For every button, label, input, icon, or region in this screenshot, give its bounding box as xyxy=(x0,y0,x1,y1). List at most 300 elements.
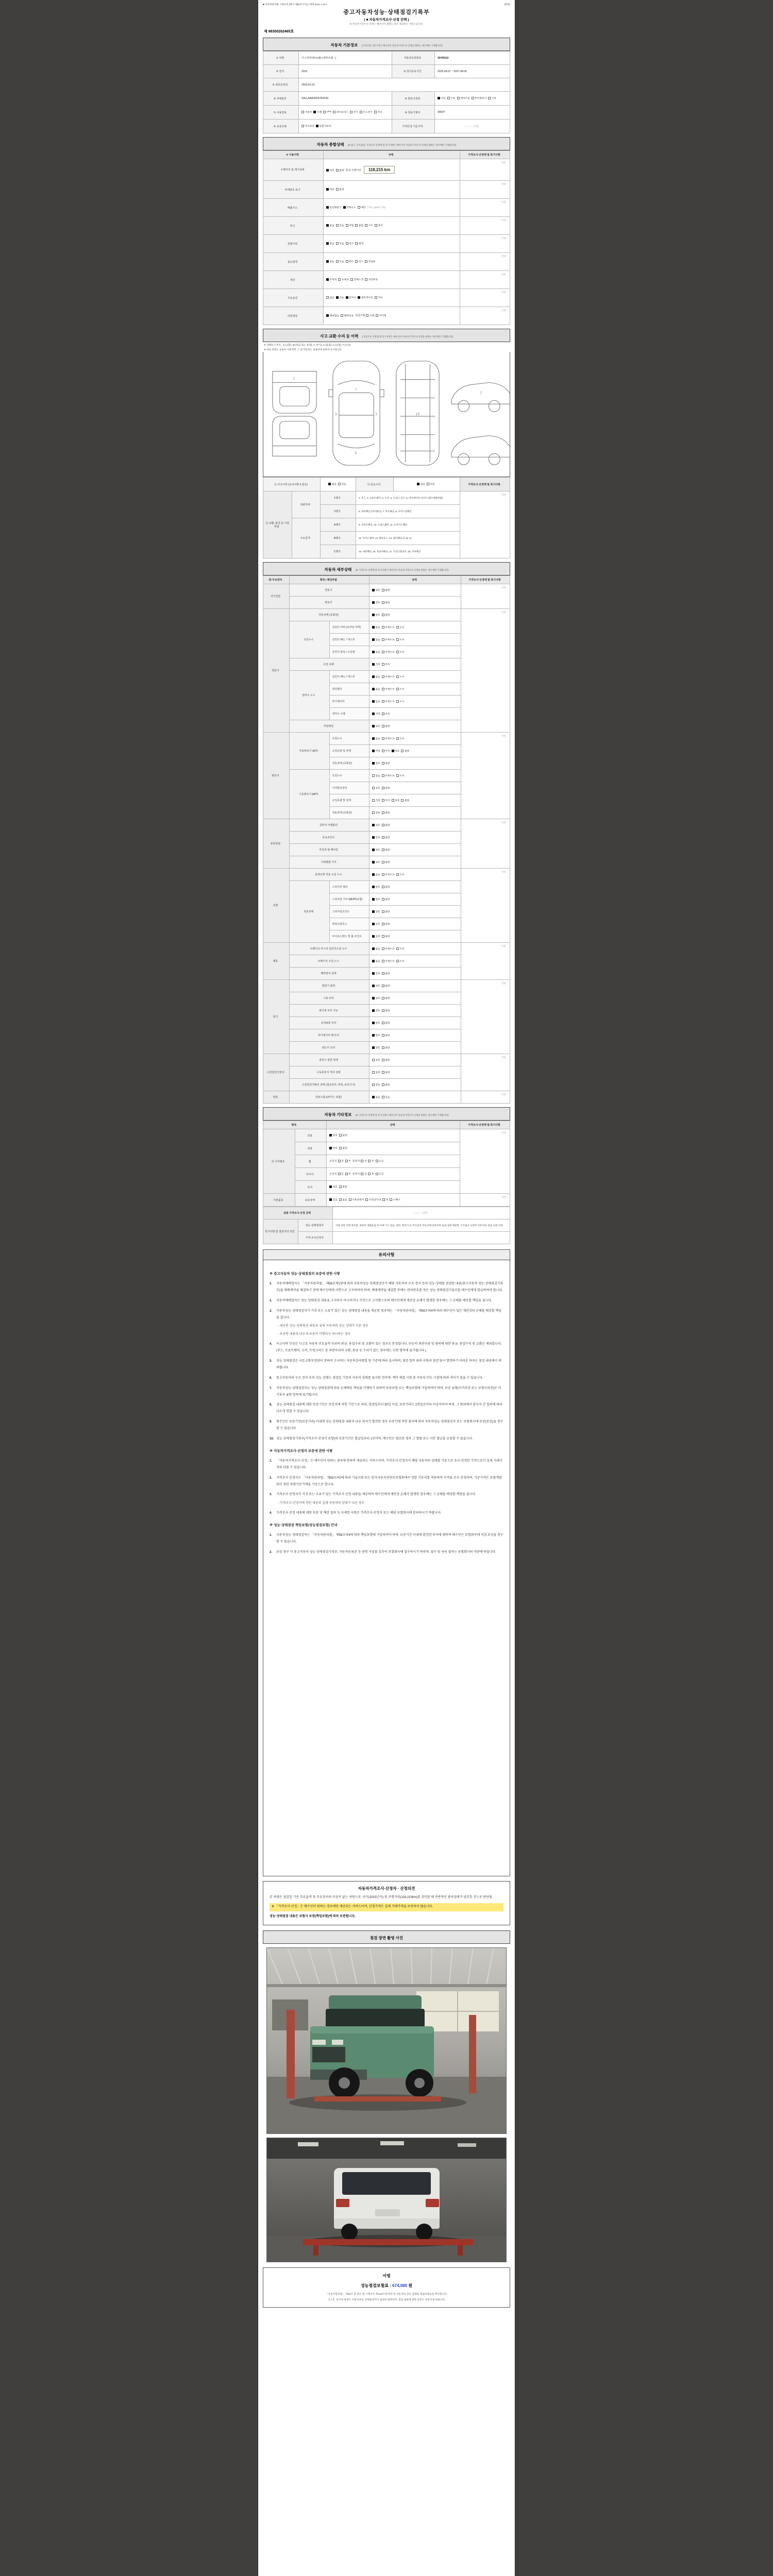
checkbox-렌트[interactable] xyxy=(346,260,354,263)
checkbox-불량[interactable] xyxy=(401,799,409,802)
checkbox-불량[interactable] xyxy=(382,848,390,852)
notice-part2-list xyxy=(270,1458,503,1517)
table-row xyxy=(263,106,510,120)
checkbox-불량[interactable] xyxy=(382,588,390,592)
checkbox-전[interactable] xyxy=(338,1172,344,1176)
cell-text: 가격조사·산정액 및 특기사항 xyxy=(468,154,500,157)
checkbox-group xyxy=(376,1173,385,1176)
checkbox-없음[interactable] xyxy=(326,296,334,299)
checkbox-무채색[interactable] xyxy=(326,278,337,281)
checkbox-label: 불량 xyxy=(342,1147,347,1150)
table-cell xyxy=(263,78,299,92)
checkbox-없음[interactable] xyxy=(417,482,425,486)
checkbox-양호[interactable] xyxy=(326,188,334,191)
table-cell xyxy=(369,658,461,671)
checkbox-색상변경[interactable] xyxy=(365,278,378,281)
checkbox-기타[interactable] xyxy=(375,296,383,299)
checkbox-불량[interactable] xyxy=(382,1009,390,1012)
checkbox-미세누유[interactable] xyxy=(382,947,395,951)
table-cell xyxy=(324,159,460,181)
checkbox-label: 이행 xyxy=(369,315,375,317)
checkbox-불량[interactable] xyxy=(382,1071,390,1074)
checkbox-없음[interactable] xyxy=(372,675,380,679)
checkbox-미세누유[interactable] xyxy=(382,737,395,740)
checkbox-일산화탄소[interactable] xyxy=(326,206,342,209)
checkbox-응급[interactable] xyxy=(376,1159,384,1163)
table-cell xyxy=(290,658,369,671)
checkbox-있음[interactable] xyxy=(336,242,344,245)
checkbox-label: 없음 xyxy=(342,1199,347,1201)
checkbox-양호[interactable] xyxy=(329,1133,338,1137)
checkbox-양호[interactable] xyxy=(372,1009,380,1012)
svg-text:3: 3 xyxy=(334,412,337,416)
checkbox-장치[interactable] xyxy=(375,224,383,227)
checkbox-box-icon xyxy=(301,125,304,127)
checkbox-불량[interactable] xyxy=(382,984,390,988)
checkbox-미세누수[interactable] xyxy=(382,675,395,679)
checkbox-group xyxy=(361,1173,375,1176)
checkbox-사용설명서[interactable] xyxy=(349,1198,364,1201)
checkbox-group xyxy=(346,242,365,245)
checkbox-적정[interactable] xyxy=(372,749,380,753)
checkbox-이행[interactable] xyxy=(366,314,374,317)
checkbox-양호[interactable] xyxy=(372,1033,380,1037)
table-cell xyxy=(295,1168,327,1181)
checkbox-있음[interactable] xyxy=(336,260,344,263)
checkbox-불량[interactable] xyxy=(382,885,390,889)
table-cell xyxy=(321,532,356,545)
checkbox-있음[interactable] xyxy=(427,482,435,486)
checkbox-양호[interactable] xyxy=(372,1083,380,1087)
checkbox-box-icon xyxy=(382,725,384,727)
checkbox-box-icon xyxy=(361,1160,363,1162)
checkbox-불량[interactable] xyxy=(336,188,344,191)
note-number: 10. xyxy=(270,1437,274,1440)
table-cell xyxy=(290,1066,369,1079)
checkbox-양호[interactable] xyxy=(372,910,380,913)
notice-section xyxy=(263,1249,510,1876)
checkbox-썬루프[interactable] xyxy=(346,296,356,299)
cell-text: 작동상태 xyxy=(304,910,314,913)
law-reference-note: ■ 자동차관리법 시행규칙 [별지 제82호서식] <개정 2021.1.19.> xyxy=(263,3,328,6)
cell-text: 커먼레일 xyxy=(323,725,334,728)
checkbox-box-icon xyxy=(372,849,375,851)
checkbox-기타[interactable] xyxy=(488,96,496,100)
checkbox-전기[interactable] xyxy=(350,110,358,114)
checkbox-있음[interactable] xyxy=(329,1198,338,1201)
checkbox-침수[interactable] xyxy=(346,242,354,245)
cell-text: 색상 xyxy=(290,278,295,282)
checkbox-없음[interactable] xyxy=(372,700,380,703)
checkbox-불량[interactable] xyxy=(339,1146,347,1150)
checkbox-label: 양호 xyxy=(375,910,380,913)
checkbox-부족[interactable] xyxy=(382,749,390,753)
checkbox-box-icon xyxy=(336,242,339,245)
note-subitem: - 제공한 성능·상태점검 내용과 실제 자동차의 성능·상태가 다른 경우 xyxy=(278,1325,368,1328)
note-number: 9. xyxy=(270,1420,273,1424)
table-cell xyxy=(290,943,369,955)
checkbox-box-icon xyxy=(326,314,329,317)
checkbox-불법[interactable] xyxy=(355,224,363,227)
checkbox-불량[interactable] xyxy=(382,910,390,913)
table-cell xyxy=(369,576,461,584)
table-cell xyxy=(290,992,369,1005)
checkbox-영업용[interactable] xyxy=(365,260,375,263)
checkbox-box-icon xyxy=(326,206,329,209)
checkbox-box-icon xyxy=(372,1059,375,1061)
checkbox-양호[interactable] xyxy=(329,1146,338,1150)
checkbox-label: 리스 xyxy=(358,261,364,263)
checkbox-box-icon xyxy=(338,1173,341,1175)
checkbox-label: 디젤 xyxy=(316,111,322,114)
checkbox-불량[interactable] xyxy=(382,836,390,839)
checkbox-후[interactable] xyxy=(345,1172,351,1176)
checkbox-후[interactable] xyxy=(368,1159,374,1163)
checkbox-불량[interactable] xyxy=(336,168,344,172)
checkbox-label: 스패너 xyxy=(393,1199,400,1201)
notice-title: 유의사항 xyxy=(263,1250,510,1260)
checkbox-후[interactable] xyxy=(368,1172,374,1176)
cell-text: 만원 xyxy=(501,1196,506,1198)
cell-text: 45버6010 xyxy=(438,57,449,60)
checkbox-양호[interactable] xyxy=(372,724,380,728)
checkbox-누유[interactable] xyxy=(396,625,405,629)
checkbox-양호[interactable] xyxy=(372,601,380,604)
checkbox-양호[interactable] xyxy=(372,848,380,852)
checkbox-불량[interactable] xyxy=(382,601,390,604)
table-cell xyxy=(299,92,392,106)
checkbox-양호[interactable] xyxy=(372,836,380,839)
checkbox-후[interactable] xyxy=(345,1159,351,1163)
checkbox-양호[interactable] xyxy=(392,799,400,802)
checkbox-양호[interactable] xyxy=(372,935,380,938)
checkbox-있음[interactable] xyxy=(382,1095,390,1099)
checkbox-기타[interactable] xyxy=(374,110,382,114)
checkbox-전[interactable] xyxy=(361,1172,366,1176)
checkbox-box-icon xyxy=(372,836,375,839)
checkbox-미세누유[interactable] xyxy=(382,650,395,654)
note-item xyxy=(270,1419,503,1432)
checkbox-화재[interactable] xyxy=(355,242,363,245)
checkbox-불량[interactable] xyxy=(382,972,390,975)
checkbox-미세누유[interactable] xyxy=(382,638,395,641)
checkbox-전체도색[interactable] xyxy=(350,278,363,281)
table-cell xyxy=(263,1091,290,1104)
checkbox-불량[interactable] xyxy=(382,935,390,938)
checkbox-없음[interactable] xyxy=(372,774,380,777)
note-number: 2. xyxy=(270,1299,273,1302)
checkbox-양호[interactable] xyxy=(372,972,380,975)
checkbox-수동[interactable] xyxy=(447,96,456,100)
checkbox-label: 전 xyxy=(364,1160,367,1163)
checkbox-없음[interactable] xyxy=(326,224,334,227)
checkbox-양호[interactable] xyxy=(372,885,380,889)
checkbox-불량[interactable] xyxy=(382,613,390,617)
cell-text: 만원 xyxy=(501,945,506,947)
checkbox-부족[interactable] xyxy=(382,799,390,802)
table-cell xyxy=(263,609,290,733)
table-cell xyxy=(329,634,369,646)
table-cell xyxy=(329,918,369,930)
checkbox-label: 양호 xyxy=(375,1034,380,1037)
checkbox-누유[interactable] xyxy=(396,873,405,876)
checkbox-label: 없음 xyxy=(329,261,334,263)
checkbox-수소전기[interactable] xyxy=(360,110,373,114)
checkbox-불량[interactable] xyxy=(382,996,390,1000)
checkbox-누수[interactable] xyxy=(396,675,405,679)
checkbox-label: 양호 xyxy=(375,725,380,728)
checkbox-미세누수[interactable] xyxy=(382,700,395,703)
table-cell xyxy=(329,782,369,794)
checkbox-없음[interactable] xyxy=(372,737,380,740)
checkbox-label: 불량 xyxy=(385,762,390,765)
checkbox-label: 불량 xyxy=(385,1059,390,1062)
cell-text: 고전원전기배선 상태 (접속단자, 피복, 보호기구) xyxy=(301,1083,356,1087)
checkbox-불량[interactable] xyxy=(382,823,390,827)
checkbox-box-icon xyxy=(396,774,399,777)
table-cell xyxy=(263,1129,295,1194)
checkbox-구조[interactable] xyxy=(365,224,373,227)
checkbox-없음[interactable] xyxy=(326,260,334,263)
checkbox-양호[interactable] xyxy=(372,1021,380,1025)
checkbox-없음[interactable] xyxy=(326,242,334,245)
checkbox-자가보증[interactable] xyxy=(301,124,314,128)
checkbox-미세누유[interactable] xyxy=(382,959,395,963)
checkbox-미세누유[interactable] xyxy=(382,625,395,629)
checkbox-자동[interactable] xyxy=(438,96,446,100)
checkbox-label: 불량 xyxy=(385,898,390,901)
checkbox-label: 누유 xyxy=(399,873,405,876)
checkbox-양호[interactable] xyxy=(326,168,334,172)
checkbox-매연[interactable] xyxy=(358,206,366,209)
checkbox-label: 부족 xyxy=(385,799,390,802)
checkbox-양호[interactable] xyxy=(372,1046,380,1049)
document-top-row xyxy=(263,3,510,6)
checkbox-디젤[interactable] xyxy=(313,110,322,114)
checkbox-box-icon xyxy=(382,886,384,888)
checkbox-응급[interactable] xyxy=(376,1172,384,1176)
section-title: 점검 장면 촬영 사진 xyxy=(369,1936,404,1941)
checkbox-불량[interactable] xyxy=(382,724,390,728)
checkbox-group xyxy=(372,947,406,951)
note-number: 4. xyxy=(270,1343,273,1346)
checkbox-양호[interactable] xyxy=(372,922,380,926)
checkbox-양호[interactable] xyxy=(392,749,400,753)
checkbox-미세누유[interactable] xyxy=(382,774,395,777)
checkbox-없음[interactable] xyxy=(339,1198,347,1201)
checkbox-불량[interactable] xyxy=(382,1046,390,1049)
checkbox-LPG[interactable] xyxy=(323,111,331,113)
checkbox-양호[interactable] xyxy=(372,786,380,790)
table-cell xyxy=(290,1017,369,1029)
checkbox-누수[interactable] xyxy=(396,687,405,691)
table-cell xyxy=(329,708,369,720)
checkbox-없음[interactable] xyxy=(372,1095,380,1099)
checkbox-불량[interactable] xyxy=(382,761,390,765)
table-cell xyxy=(298,1219,333,1232)
checkbox-보험사보증[interactable] xyxy=(316,124,331,128)
note-text: 자동차매매업자는 성능·상태점검 내용을 고지하지 아니하거나 거짓으로 고지함으로써 매수인에게 재산상 손해가 발생한 경우에는 그 손해를 배상할 책임을 집니다. xyxy=(276,1299,492,1302)
checkbox-불량[interactable] xyxy=(382,897,390,901)
checkbox-적정[interactable] xyxy=(372,663,380,666)
checkbox-box-icon xyxy=(368,1173,371,1175)
checkbox-탄화수소[interactable] xyxy=(343,206,356,209)
table-cell xyxy=(392,65,435,78)
cell-text: 운전석 xyxy=(329,1160,337,1163)
checkbox-적정[interactable] xyxy=(372,712,380,716)
checkbox-있음[interactable] xyxy=(338,482,346,486)
checkbox-없음[interactable] xyxy=(328,482,337,486)
checkbox-있음[interactable] xyxy=(336,296,344,299)
checkbox-양호[interactable] xyxy=(372,1071,380,1074)
checkbox-없음[interactable] xyxy=(372,650,380,654)
checkbox-해당있음[interactable] xyxy=(341,314,354,317)
checkbox-누유[interactable] xyxy=(396,947,405,951)
table-cell xyxy=(290,1029,369,1042)
checkbox-없음[interactable] xyxy=(372,625,380,629)
checkbox-불량[interactable] xyxy=(382,1033,390,1037)
checkbox-누유[interactable] xyxy=(396,737,405,740)
table-cell xyxy=(369,906,461,918)
cell-text: 118,215 km xyxy=(364,166,395,174)
checkbox-불량[interactable] xyxy=(401,749,409,753)
checkbox-양호[interactable] xyxy=(372,761,380,765)
checkbox-불량[interactable] xyxy=(382,1058,390,1062)
cell-text: 6. 쿼터패널 (리어펜더), 7. 루프패널, 8. 사이드실패널 xyxy=(359,510,412,513)
checkbox-없음[interactable] xyxy=(372,638,380,641)
checkbox-미세누수[interactable] xyxy=(382,687,395,691)
table-cell xyxy=(460,235,510,253)
table-cell xyxy=(460,217,510,235)
note-item xyxy=(270,1385,503,1399)
cell-text: 디스커버리4 3.0D (세부모델 : ) xyxy=(301,57,337,60)
checkbox-없음[interactable] xyxy=(372,873,380,876)
checkbox-group xyxy=(372,849,392,852)
checkbox-해당없음[interactable] xyxy=(326,314,339,317)
table-row xyxy=(263,199,510,217)
checkbox-group xyxy=(326,260,346,263)
cell-text: 만원 xyxy=(501,255,506,258)
checkbox-group xyxy=(372,638,406,641)
table-cell xyxy=(263,307,324,325)
checkbox-적법[interactable] xyxy=(346,224,354,227)
table-cell xyxy=(263,478,321,492)
note-text: 「자동차가격조사·산정」은 매수인이 원하는 경우에 한하여 제공되는 서비스이며, 가격조사·산정자가 해당 자동차의 상태를 기준으로 조사·산정한 가격으로서 실제 거래가격과 다를 수 있습니다. xyxy=(276,1459,502,1469)
checkbox-group xyxy=(326,206,367,209)
section-detail-condition xyxy=(263,562,510,1104)
table-cell xyxy=(329,881,369,893)
table-cell xyxy=(324,151,460,159)
note-number: 4. xyxy=(270,1512,273,1515)
checkbox-안전삼각대[interactable] xyxy=(365,1198,381,1201)
checkbox-양호[interactable] xyxy=(372,811,380,815)
table-cell xyxy=(321,478,356,492)
checkbox-불량[interactable] xyxy=(382,860,390,864)
table-cell xyxy=(461,733,510,819)
checkbox-불량[interactable] xyxy=(339,1185,347,1189)
checkbox-양호[interactable] xyxy=(372,897,380,901)
checkbox-label: 불법 xyxy=(358,225,364,227)
checkbox-group xyxy=(376,1160,385,1163)
checkbox-부족[interactable] xyxy=(382,712,390,716)
checkbox-불량[interactable] xyxy=(382,811,390,815)
note-text: 사고이력 인정은 사고로 자동차 주요골격 부위의 판금, 용접수리 및 교환이 있는 경우로 한정합니다. 단순히 외판부위 및 범퍼에 대한 판금, 용접수리 및 교환은 제외합니다. (후드, 프론트펜더, 도어, 트렁크리드 등 외판부위의 교환, 판금 등 수리가 있는 경우에는 ⑬번 항목에 표기됩니다.) xyxy=(276,1343,502,1353)
checkbox-있음[interactable] xyxy=(336,224,344,227)
checkbox-label: 불량 xyxy=(385,824,390,827)
checkbox-양호[interactable] xyxy=(372,588,380,592)
checkbox-잭[interactable] xyxy=(382,1198,388,1201)
checkbox-양호[interactable] xyxy=(372,860,380,864)
checkbox-group xyxy=(372,737,406,740)
checkbox-양호[interactable] xyxy=(329,1185,338,1189)
checkbox-양호[interactable] xyxy=(372,1058,380,1062)
table-row xyxy=(263,492,510,505)
checkbox-적정[interactable] xyxy=(372,799,380,802)
checkbox-양호[interactable] xyxy=(372,996,380,1000)
checkbox-없음[interactable] xyxy=(372,947,380,951)
checkbox-세미오토[interactable] xyxy=(457,96,470,100)
table-cell xyxy=(329,930,369,943)
checkbox-group xyxy=(338,1160,352,1163)
checkbox-없음[interactable] xyxy=(372,687,380,691)
checkbox-group xyxy=(329,1198,349,1201)
checkbox-불량[interactable] xyxy=(382,922,390,926)
cell-text: 차대번호 표기 xyxy=(284,188,300,192)
cell-text: 실린더 블록 / 오일팬 xyxy=(332,651,355,654)
checkbox-label: 양호 xyxy=(375,861,380,864)
checkbox-불량[interactable] xyxy=(382,1083,390,1087)
checkbox-무단변속기[interactable] xyxy=(472,96,487,100)
table-cell xyxy=(295,1181,327,1194)
checkbox-box-icon xyxy=(382,960,384,962)
checkbox-누유[interactable] xyxy=(396,959,405,963)
checkbox-전[interactable] xyxy=(361,1159,366,1163)
cell-text: ⑤ 차대번호 xyxy=(273,97,287,100)
checkbox-미세누유[interactable] xyxy=(382,873,395,876)
checkbox-box-icon xyxy=(366,314,368,317)
checkbox-가솔린[interactable] xyxy=(301,110,312,114)
table-row xyxy=(263,1129,510,1142)
checkbox-누수[interactable] xyxy=(396,700,405,703)
checkbox-전[interactable] xyxy=(338,1159,344,1163)
cell-text: 제동 xyxy=(273,960,278,963)
checkbox-유채색[interactable] xyxy=(338,278,348,281)
cell-text: 오일누수 xyxy=(332,774,342,777)
table-cell xyxy=(327,1181,460,1194)
checkbox-없음[interactable] xyxy=(372,959,380,963)
checkbox-불량[interactable] xyxy=(382,786,390,790)
checkbox-양호[interactable] xyxy=(372,613,380,617)
checkbox-누유[interactable] xyxy=(396,650,405,654)
checkbox-하이브리드[interactable] xyxy=(333,110,348,114)
checkbox-누유[interactable] xyxy=(396,638,405,641)
checkbox-label: 수동 xyxy=(450,97,456,100)
checkbox-누유[interactable] xyxy=(396,774,405,777)
checkbox-스패너[interactable] xyxy=(390,1198,400,1201)
checkbox-양호[interactable] xyxy=(372,984,380,988)
note-item xyxy=(270,1341,503,1354)
checkbox-box-icon xyxy=(396,638,399,641)
checkbox-리스[interactable] xyxy=(355,260,363,263)
checkbox-box-icon xyxy=(396,688,399,690)
checkbox-부족[interactable] xyxy=(382,663,390,666)
checkbox-미이행[interactable] xyxy=(376,314,386,317)
checkbox-양호[interactable] xyxy=(372,823,380,827)
checkbox-네비게이션[interactable] xyxy=(358,296,373,299)
cell-text: ⑫ 단순수리 xyxy=(367,483,381,486)
checkbox-불량[interactable] xyxy=(382,1021,390,1025)
checkbox-불량[interactable] xyxy=(339,1133,347,1137)
